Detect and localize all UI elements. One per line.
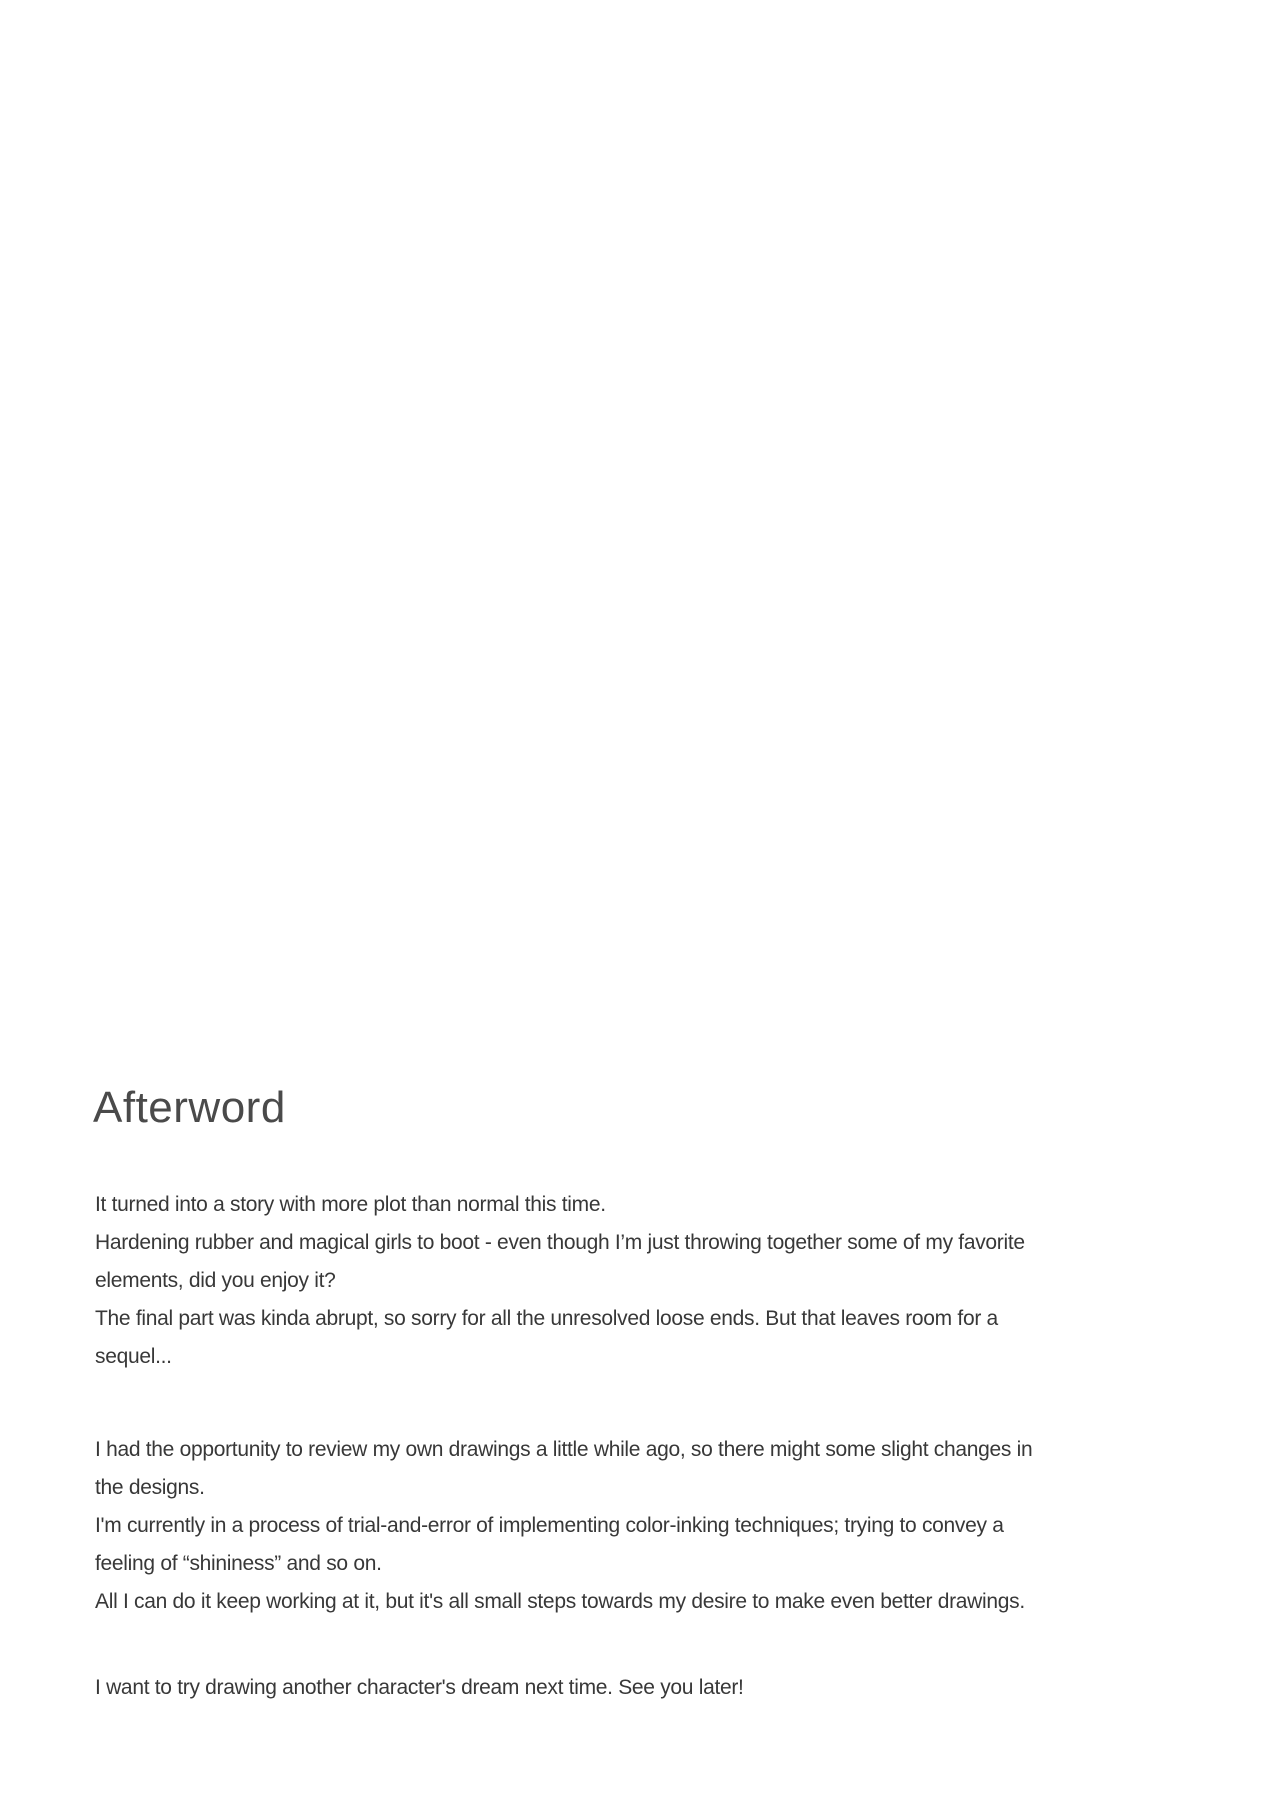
- paragraph-line: I had the opportunity to review my own drawings a little while ago, so there might some slight changes in: [95, 1438, 1033, 1461]
- paragraph-1: [95, 1186, 1025, 1376]
- paragraph-line: I want to try drawing another character's dream next time. See you later!: [95, 1676, 744, 1699]
- paragraph-line: I'm currently in a process of trial-and-error of implementing color-inking techniques; trying to convey a: [95, 1514, 1004, 1537]
- paragraph-line: The final part was kinda abrupt, so sorry for all the unresolved loose ends. But that leaves room for a: [95, 1307, 998, 1330]
- paragraph-line: It turned into a story with more plot than normal this time.: [95, 1193, 606, 1216]
- paragraph-line: All I can do it keep working at it, but it's all small steps towards my desire to make even better drawings.: [95, 1590, 1025, 1613]
- paragraph-line: feeling of “shininess” and so on.: [95, 1552, 382, 1575]
- paragraph-line: the designs.: [95, 1476, 205, 1499]
- paragraph-line: sequel...: [95, 1345, 172, 1368]
- page-title: Afterword: [93, 1083, 286, 1132]
- paragraph-3: [95, 1669, 744, 1707]
- paragraph-2: [95, 1431, 1032, 1621]
- paragraph-line: Hardening rubber and magical girls to boot - even though I’m just throwing together some of my favorite: [95, 1231, 1025, 1254]
- paragraph-line: elements, did you enjoy it?: [95, 1269, 336, 1292]
